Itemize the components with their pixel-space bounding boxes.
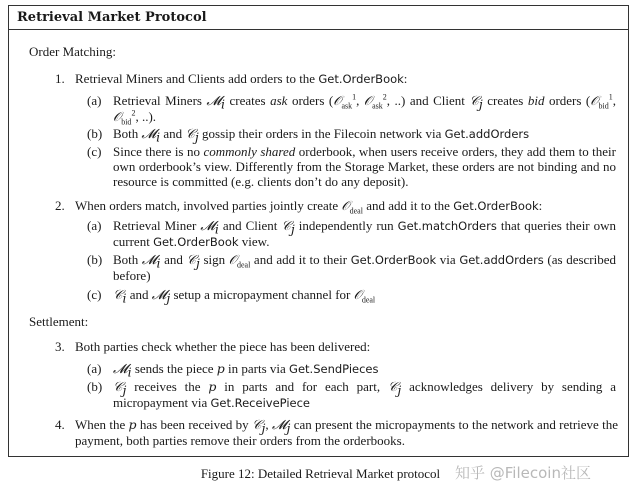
- sub-label: (c): [87, 144, 102, 159]
- sub-label: (a): [87, 218, 102, 233]
- function-name: Get.OrderBook: [453, 199, 539, 213]
- section-settlement: Settlement:: [29, 314, 89, 329]
- watermark: 知乎 @Filecoin社区: [455, 464, 591, 482]
- sub-text: 𝓜$_i$ sends the piece p in parts via Get.SendPieces: [113, 361, 379, 380]
- figure-caption: Figure 12: Detailed Retrieval Market protocol: [200, 466, 441, 481]
- sub-text: Retrieval Miners 𝓜$_i$ creates ask orders (𝒪$_{ask}^1$, 𝒪$_{ask}^2$, ..) and Client 𝒞$_j$ creates bid orders (𝒪$_{bid}^1$, 𝒪$_{bid}^2$, ..).: [113, 92, 616, 127]
- sub-label: (b): [87, 252, 103, 267]
- step-number: 2.: [55, 198, 65, 213]
- protocol-title: Retrieval Market Protocol: [9, 6, 628, 30]
- step-number: 3.: [55, 339, 65, 354]
- function-name: Get.OrderBook: [153, 235, 239, 249]
- function-name: Get.SendPieces: [289, 362, 379, 376]
- sub-text: Retrieval Miner 𝓜$_i$ and Client 𝒞$_j$ independently run Get.matchOrders that queries their own current Get.OrderBook view.: [113, 218, 616, 249]
- function-name: Get.addOrders: [459, 253, 544, 267]
- step-number: 1.: [55, 71, 65, 86]
- function-name: Get.OrderBook: [350, 253, 437, 267]
- function-name: Get.OrderBook: [318, 72, 404, 86]
- section-order-matching: Order Matching:: [29, 44, 117, 59]
- step-text: Both parties check whether the piece has been delivered:: [75, 339, 371, 354]
- sub-text: 𝒞$_i$ and 𝓜$_j$ setup a micropayment channel for 𝒪$_{deal}$: [113, 287, 376, 306]
- protocol-box: [8, 5, 629, 457]
- sub-label: (b): [87, 379, 103, 394]
- sub-text: Since there is no commonly shared orderbook, when users receive orders, they add them to their own orderbook’s view. Differently from the Storage Market, these orders are not binding and no resource is committed (e.g. clients don’t do any deposit).: [113, 144, 616, 189]
- function-name: Get.addOrders: [444, 127, 530, 141]
- step-text: When orders match, involved parties jointly create 𝒪$_{deal}$ and add it to the Get.OrderBook:: [75, 198, 543, 216]
- step-text: Retrieval Miners and Clients add orders to the Get.OrderBook:: [75, 71, 408, 86]
- sub-label: (a): [87, 93, 102, 108]
- sub-label: (c): [87, 287, 102, 302]
- step-text: When the p has been received by 𝒞$_j$, 𝓜$_j$ can present the micropayments to the network and retrieve the payment, both parties remove their orders from the orderbooks.: [75, 417, 619, 448]
- sub-text: Both 𝓜$_i$ and 𝒞$_j$ sign 𝒪$_{deal}$ and add it to their Get.OrderBook via Get.addOrders (as described before): [113, 252, 617, 283]
- sub-text: 𝒞$_j$ receives the p in parts and for each part, 𝒞$_j$ acknowledges delivery by sending a micropayment via Get.ReceivePiece: [113, 379, 616, 410]
- sub-label: (a): [87, 361, 102, 376]
- function-name: Get.ReceivePiece: [210, 396, 310, 410]
- function-name: Get.matchOrders: [397, 219, 497, 233]
- sub-label: (b): [87, 126, 103, 141]
- sub-text: Both 𝓜$_i$ and 𝒞$_j$ gossip their orders in the Filecoin network via Get.addOrders: [113, 126, 530, 145]
- step-number: 4.: [55, 417, 65, 432]
